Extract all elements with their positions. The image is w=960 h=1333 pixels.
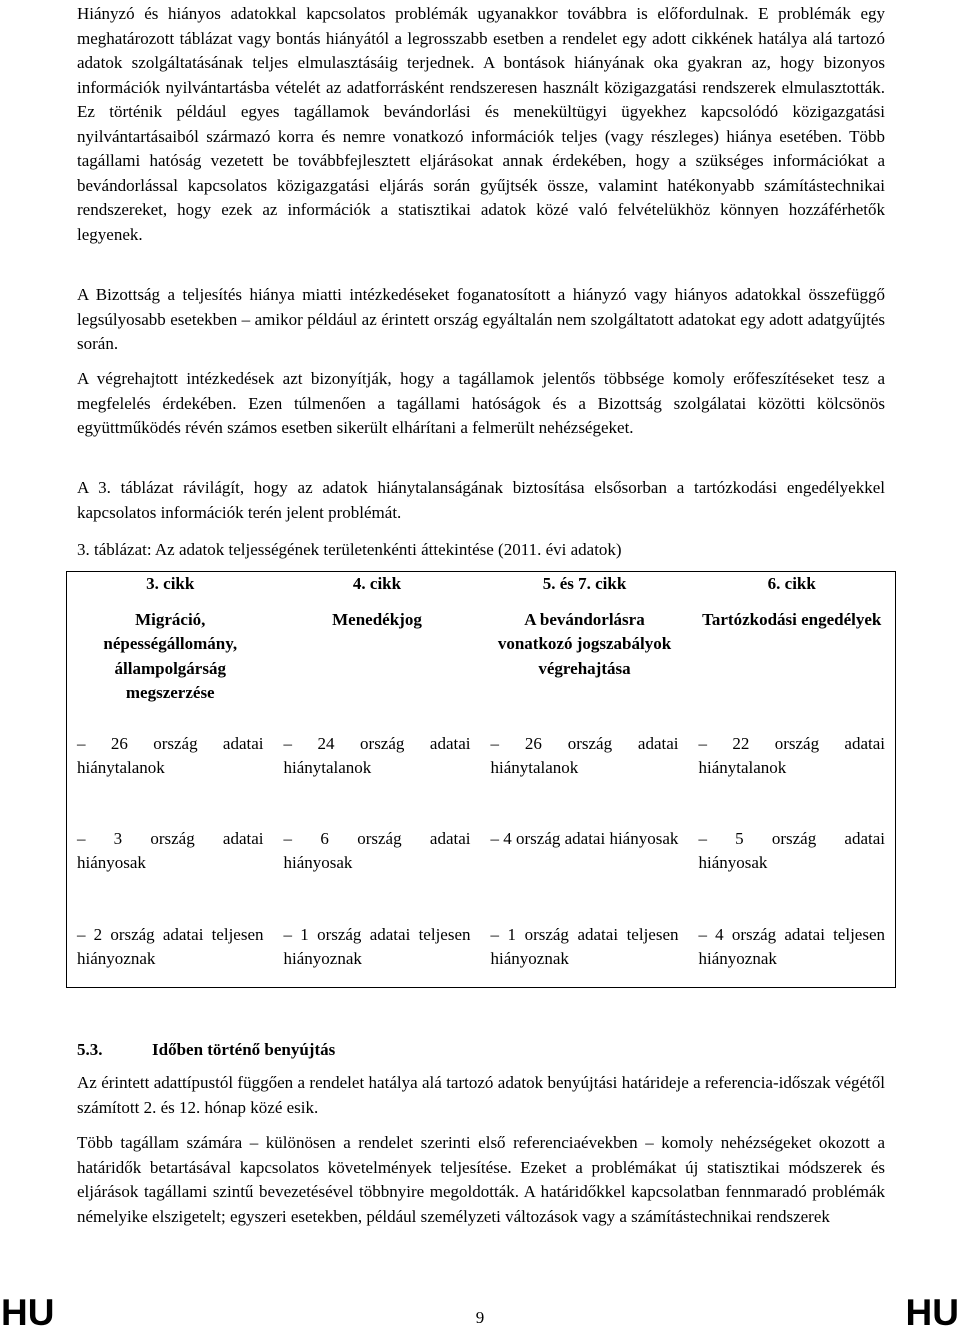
table-cell: – 2 ország adatai teljesen hiányoznak [77, 924, 264, 968]
column-article: 3. cikk [146, 574, 195, 593]
table-cell: – 5 ország adatai hiányosak [698, 828, 885, 872]
column-topic: Migráció, népességállomány, állampolgárság megszerzése [103, 609, 238, 702]
table-cell: – 26 ország adatai hiánytalanok [77, 733, 264, 777]
paragraph-timeliness-issues: Több tagállam számára – különösen a rendelet szerinti első referenciaévekben – komoly nehézségeket okozott a határidők betartásával kapcsolatos követelmények teljesítése. Ezeket a problémákat új statisztikai módszerek és eljárások tagállami szintű bevezetésével többnyire megoldották. A határidőkkel kapcsolatban fennmaradó problémák némelyike elszigetelt; egyszeri esetekben, például személyzeti változások vagy a számítástechnikai rendszerek [77, 1133, 885, 1226]
table-row [67, 923, 896, 988]
paragraph-commission-measures: A Bizottság a teljesítés hiánya miatti intézkedéseket foganatosított a hiányzó vagy hiányos adatokkal összefüggő legsúlyosabb esetekben – amikor például az érintett ország egyáltalán nem szolgáltatott adatokat egy adott adatgyűjtés során. [77, 285, 885, 353]
column-article: 4. cikk [352, 574, 402, 593]
completeness-table [66, 571, 896, 988]
section-number: 5.3. [77, 1040, 103, 1059]
table-cell: – 22 ország adatai hiánytalanok [698, 733, 885, 777]
table-cell: – 24 ország adatai hiánytalanok [283, 733, 471, 777]
table-row [67, 732, 896, 827]
column-topic: Tartózkodási engedélyek [702, 609, 882, 629]
table-header-row [67, 572, 896, 732]
table-caption: 3. táblázat: Az adatok teljességének területenkénti áttekintése (2011. évi adatok) [77, 540, 622, 559]
footer-language-left: HU [1, 1292, 55, 1333]
table-cell: – 1 ország adatai teljesen hiányoznak [283, 924, 471, 968]
table-cell: – 4 ország adatai teljesen hiányoznak [698, 924, 885, 968]
table-row [67, 827, 896, 923]
paragraph-deadlines: Az érintett adattípustól függően a rendelet hatálya alá tartozó adatok benyújtási határideje a referencia-időszak végétől számított 2. és 12. hónap közé esik. [77, 1073, 885, 1117]
table-cell: – 4 ország adatai hiányosak [490, 828, 679, 848]
column-header [67, 572, 274, 732]
table-cell: – 26 ország adatai hiánytalanok [490, 733, 679, 777]
column-topic: A bevándorlásra vonatkozó jogszabályok végrehajtása [497, 609, 672, 678]
table-cell: – 3 ország adatai hiányosak [77, 828, 264, 872]
column-article: 5. és 7. cikk [542, 574, 627, 593]
section-title: Időben történő benyújtás [152, 1040, 336, 1059]
paragraph-implemented-measures: A végrehajtott intézkedések azt bizonyítják, hogy a tagállamok jelentős többsége komoly erőfeszítéseket tesz a megfelelés érdekében. Ezen túlmenően a tagállami hatóságok és a Bizottság szolgálatai közötti kölcsönös együttműködés révén számos esetben sikerült elhárítani a felmerült nehézségeket. [77, 369, 885, 437]
column-header [481, 572, 689, 732]
paragraph-table-intro: A 3. táblázat rávilágít, hogy az adatok hiánytalanságának biztosítása elsősorban a tartózkodási engedélyekkel kapcsolatos információk terén jelent problémát. [77, 478, 885, 522]
table-cell: – 6 ország adatai hiányosak [283, 828, 471, 872]
column-topic: Menedékjog [332, 609, 422, 629]
column-header [274, 572, 481, 732]
column-header [689, 572, 896, 732]
column-article: 6. cikk [767, 574, 816, 593]
paragraph-missing-data: Hiányzó és hiányos adatokkal kapcsolatos problémák ugyanakkor továbbra is előfordulnak. E problémák egy meghatározott táblázat vagy bontás hiányától a legrosszabb esetben a rendelet egy adott cikkének hatálya alá tartozó adatok szolgáltatásának teljes elmulasztásáig terjednek. A bontások hiányának oka gyakran az, hogy bizonyos információk nyilvántartásba vételét az adatforrásként rendszeresen használt közigazgatási rendszerek elmulasztották. Ez történik például egyes tagállamok bevándorlási és menekültügyi ügyekhez kapcsolódó közigazgatási nyilvántartásaiból származó korra és nemre vonatkozó információk teljes (vagy részleges) hiánya esetében. Több tagállami hatóság vezetett be továbbfejlesztett eljárásokat annak érdekében, hogy a szükséges információkat a bevándorlással kapcsolatos közigazgatási eljárás során gyűjtsék össze, valamint hatékonyabb számítástechnikai rendszereket, hogy ezek az információk a statisztikai adatok közé való felvételükhöz könnyen hozzáférhetők legyenek. [77, 4, 885, 244]
table-cell: – 1 ország adatai teljesen hiányoznak [490, 924, 679, 968]
footer-language-right: HU [905, 1292, 959, 1333]
page-number: 9 [475, 1308, 485, 1327]
